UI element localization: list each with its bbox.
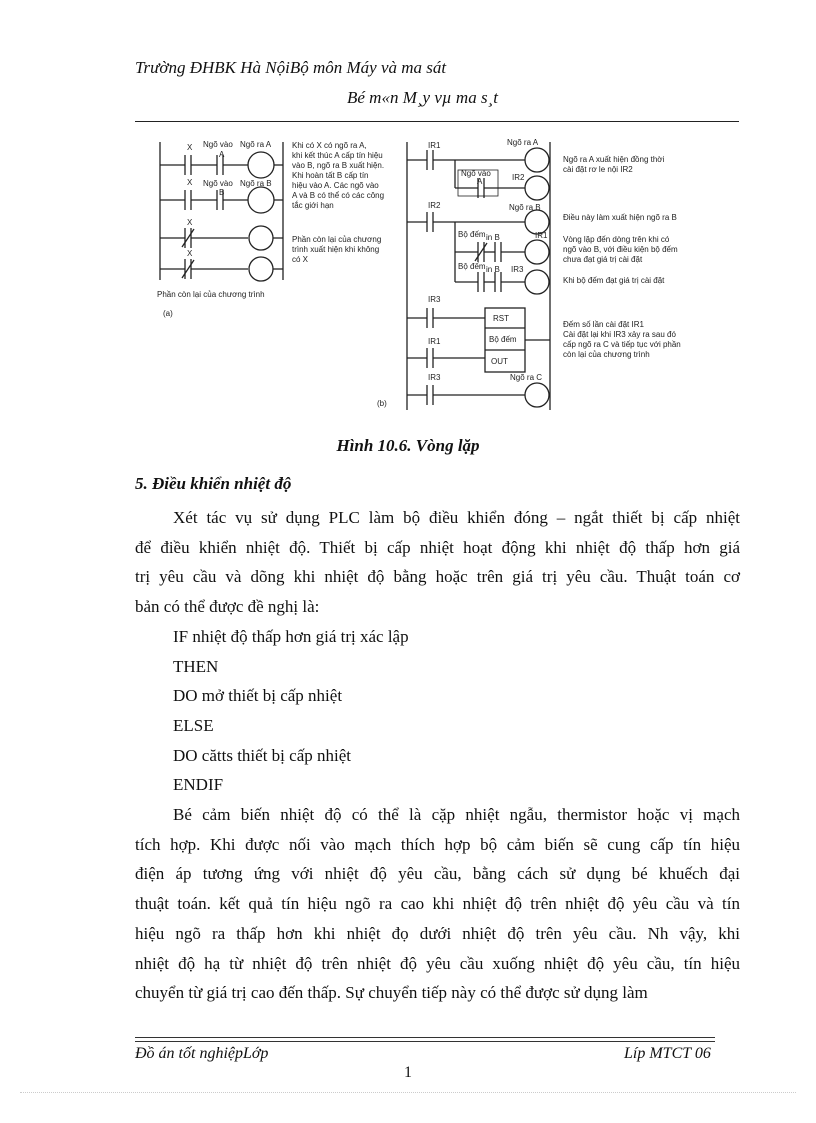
note-line: Vòng lặp đến dòng trên khi có	[563, 235, 670, 244]
desc-line: Phần còn lại của chương	[292, 235, 382, 244]
note-line: cài đặt rơ le nội IR2	[563, 165, 633, 174]
counter-label: Bộ đếm	[458, 230, 486, 239]
code-line: DO mở thiết bị cấp nhiệt	[173, 686, 343, 706]
diagram-b-label: (b)	[377, 399, 387, 408]
header-school: Trường ĐHBK Hà NộiBộ môn Máy và ma sát	[135, 58, 447, 77]
bottom-note: Phần còn lại của chương trình	[157, 290, 265, 299]
out-block: OUT	[491, 357, 508, 366]
note-line: Khi bộ đếm đạt giá trị cài đặt	[563, 276, 665, 285]
note-line: còn lại của chương trình	[563, 350, 650, 359]
desc-line: A và B có thể có các công	[292, 191, 385, 200]
paragraph-line: thuật toán. kết quả tín hiệu ngõ ra cao khi nhiệt độ trên nhiệt độ yêu cầu và tín	[135, 894, 740, 914]
footer-left: Đồ án tốt nghiệpLớp	[135, 1045, 269, 1062]
counter-block: Bộ đếm	[489, 335, 517, 344]
contact-label: X	[187, 143, 193, 152]
page-edge	[20, 1092, 796, 1093]
code-line: ENDIF	[173, 775, 224, 795]
paragraph-line: Xét tác vụ sử dụng PLC làm bộ điều khiển đóng – ngắt thiết bị cấp nhiệt	[173, 508, 740, 527]
contact-label: IR1	[428, 337, 441, 346]
paragraph-line: trị yêu cầu và dõng khi nhiệt độ bằng hoặc trên giá trị yêu cầu. Thuật toán cơ	[135, 567, 740, 587]
paragraph-line: hiệu ngõ ra thấp hơn khi nhiệt đọ dưới nhiệt độ trên yêu cầu. Nh vậy, khi	[135, 923, 740, 943]
input-code: A	[477, 177, 483, 186]
body-text	[135, 503, 740, 1008]
coil-label: IR3	[511, 265, 524, 274]
paragraph-line: nhiệt độ hạ từ nhiệt độ trên nhiệt độ yêu cầu xuống nhiệt độ yêu cầu, tín hiệu	[135, 953, 740, 973]
note-line: cấp ngõ ra C và tiếp tục với phần	[563, 340, 681, 349]
input-label: Ngõ vào	[203, 179, 233, 188]
contact-label: IR3	[428, 373, 441, 382]
contact-label: IR2	[428, 201, 441, 210]
desc-line: tắc giới hạn	[292, 201, 334, 210]
paragraph-line: tích hợp. Khi được nối vào mạch thích hợp bộ cảm biến sẽ cung cấp tín hiệu	[135, 834, 740, 854]
coil-label: Ngõ ra B	[509, 203, 541, 212]
desc-line: Khi có X có ngõ ra A,	[292, 141, 367, 150]
code-line: DO cătts thiết bị cấp nhiệt	[173, 745, 351, 765]
paragraph-line: chuyển từ giá trị cao đến thấp. Sự chuyển tiếp này có thể được sử dụng làm	[135, 983, 648, 1003]
contact-label: IR3	[428, 295, 441, 304]
desc-line: khi kết thúc A cấp tín hiệu	[292, 151, 383, 160]
counter-in: in B	[486, 233, 500, 242]
coil-label: Ngõ ra A	[507, 138, 539, 147]
input-label: Ngõ vào	[203, 140, 233, 149]
section-title: 5. Điều khiển nhiệt độ	[135, 474, 292, 493]
diagram-a-label: (a)	[163, 309, 173, 318]
desc-line: có X	[292, 255, 309, 264]
desc-line: vào B, ngõ ra B xuất hiện.	[292, 161, 385, 170]
coil-label: Ngõ ra A	[240, 140, 272, 149]
contact-label: IR1	[428, 141, 441, 150]
ladder-diagram-figure	[155, 130, 681, 415]
contact-label: X	[187, 249, 193, 258]
paragraph-line: Bé cảm biến nhiệt độ có thể là cặp nhiệt ngẫu, thermistor hoặc vị mạch	[173, 805, 740, 825]
input-code: B	[219, 188, 225, 197]
footer-rule	[135, 1041, 715, 1042]
footer-right: Líp MTCT 06	[624, 1045, 711, 1062]
footer-rule	[135, 1037, 715, 1038]
contact-label: X	[187, 218, 193, 227]
page-number: 1	[404, 1064, 412, 1081]
counter-in: in B	[486, 265, 500, 274]
note-line: ngõ vào B, với điều kiện bộ đếm	[563, 245, 678, 254]
header-department: Bé m«n M¸y vµ ma s¸t	[347, 88, 498, 107]
code-line: ELSE	[173, 715, 214, 735]
rst-block: RST	[493, 314, 509, 323]
note-line: Điều này làm xuất hiện ngõ ra B	[563, 213, 677, 222]
paragraph-line: bản có thể được đề nghị là:	[135, 597, 320, 617]
coil-label: IR1	[535, 231, 548, 240]
code-line: IF nhiệt độ thấp hơn giá trị xác lập	[173, 626, 409, 646]
coil-label: IR2	[512, 173, 525, 182]
desc-line: trình xuất hiện khi không	[292, 245, 380, 254]
header-rule	[135, 121, 739, 122]
counter-label: Bộ đếm	[458, 262, 486, 271]
desc-line: hiệu vào A. Các ngõ vào	[292, 181, 379, 190]
desc-line: Khi hoàn tất B cấp tín	[292, 171, 369, 180]
contact-label: X	[187, 178, 193, 187]
paragraph-line: điện áp tương ứng với nhiệt độ yêu cầu, bằng cách sử dụng bé khuếch đại	[135, 864, 740, 884]
note-line: Cài đặt lại khi IR3 xảy ra sau đó	[563, 330, 676, 339]
note-line: Đếm số lần cài đặt IR1	[563, 320, 644, 329]
figure-caption: Hình 10.6. Vòng lặp	[336, 436, 480, 455]
coil-label: Ngõ ra B	[240, 179, 272, 188]
note-line: chưa đạt giá trị cài đặt	[563, 255, 643, 264]
paragraph-line: để điều khiển nhiệt độ. Thiết bị cấp nhiệt hoạt động khi nhiệt độ thấp hơn giá	[135, 537, 740, 557]
input-label: Ngõ vào	[461, 169, 491, 178]
coil-label: Ngõ ra C	[510, 373, 543, 382]
input-code: A	[219, 150, 225, 159]
note-line: Ngõ ra A xuất hiện đồng thời	[563, 155, 665, 164]
code-line: THEN	[173, 656, 219, 676]
